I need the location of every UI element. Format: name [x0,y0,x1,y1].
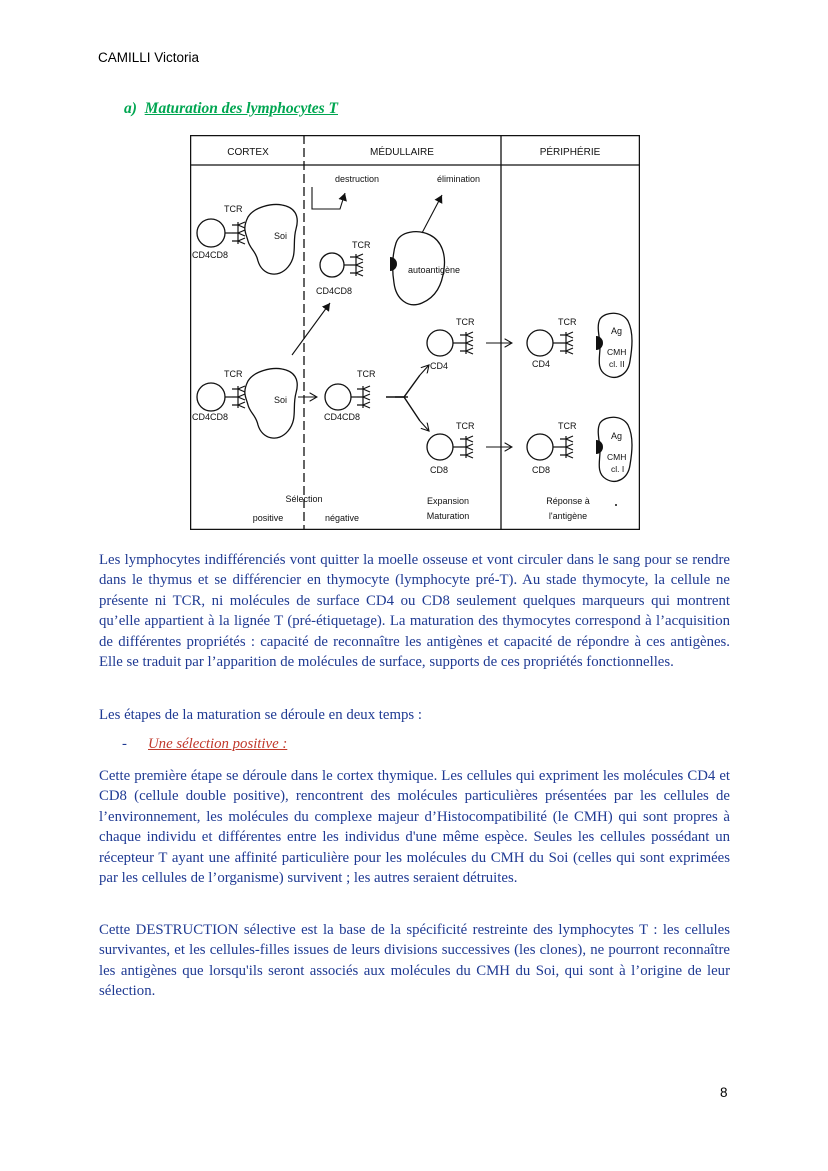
svg-text:CD8: CD8 [532,465,551,475]
svg-text:cl. I: cl. I [611,464,625,474]
svg-text:CD8: CD8 [430,465,449,475]
svg-text:CD4CD8: CD4CD8 [192,412,229,422]
svg-text:autoantigène: autoantigène [408,265,461,275]
svg-text:CD4CD8: CD4CD8 [316,286,353,296]
label-maturation: Maturation [426,511,470,521]
author-header: CAMILLI Victoria [98,50,200,65]
svg-text:TCR: TCR [224,369,243,379]
svg-text:CMH: CMH [607,452,627,462]
svg-text:CD4: CD4 [430,361,449,371]
medullary-cell-autoantigen [316,232,460,305]
svg-text:CD4: CD4 [532,359,551,369]
section-number: a) [124,100,137,117]
svg-text:TCR: TCR [558,421,577,431]
label-negative: négative [324,513,360,523]
cortex-cell-bottom [192,369,297,439]
bullet-label: Une sélection positive : [148,736,288,752]
svg-text:Soi: Soi [274,395,288,405]
periphery-cell-cd8 [527,417,632,481]
label-expansion: Expansion [426,496,470,506]
bullet-positive-selection [122,734,287,754]
medullary-cell-center [324,369,376,422]
svg-text:CMH: CMH [607,347,627,357]
label-antigene: l'antigène [548,511,588,521]
svg-text:Soi: Soi [274,231,288,241]
medullary-cell-cd4 [427,317,475,371]
svg-text:TCR: TCR [456,421,475,431]
svg-text:TCR: TCR [357,369,376,379]
label-reponse: Réponse à [546,496,590,506]
section-heading [124,100,338,118]
paragraph-destruction: Cette DESTRUCTION sélective est la base de la spécificité restreinte des lymphocytes T : les cellules survivantes, et les cellules-filles issues de leurs divisions successives (les clones), ne pourront reconnaître les antigènes que lorsqu'ils seront associés aux molécules du CMH du Soi, qui sont à l’origine de leur sélection. [99,922,730,1000]
label-positive: positive [252,513,284,523]
page-number: 8 [720,1085,728,1100]
paragraph-intro: Les lymphocytes indifférenciés vont quitter la moelle osseuse et vont circuler dans le sang pour se rendre dans le thymus et se différencier en thymocyte (lymphocyte pré-T). Au stade thymocyte, la cellule ne présente ni TCR, ni molécules de surface CD4 ou CD8 seulement quelques marqueurs qui montrent qu’elle appartient à la lignée T (pré-étiquetage). La maturation des thymocytes correspond à l’acquisition de différentes propriétés : capacité de reconnaître les antigènes et capacité de répondre à ces antigènes. Elle se traduit par l’apparition de molécules de surface, supports de ces propriétés fonctionnelles. [99,552,730,671]
svg-text:TCR: TCR [352,240,371,250]
svg-text:TCR: TCR [558,317,577,327]
label-elimination: élimination [437,174,481,184]
maturation-diagram [190,135,640,530]
svg-text:CD4CD8: CD4CD8 [324,412,361,422]
section-title: Maturation des lymphocytes T [144,100,338,117]
svg-text:TCR: TCR [456,317,475,327]
svg-text:Ag: Ag [611,326,623,336]
svg-text:CD4CD8: CD4CD8 [192,250,229,260]
paragraph-cortex: Cette première étape se déroule dans le cortex thymique. Les cellules qui expriment les molécules CD4 et CD8 (cellule double positive), rencontrent des molécules particulières présentées par les cellules de l’environnement, les molécules du complexe majeur d’Histocompatibilité (le CMH) qui sont propres à chaque individu et différentes entre les individus d'une même espèce. Seules les cellules possédant un récepteur T ayant une affinité particulière pour les molécules du CMH du Soi (celles qui sont exprimées par les cellules de l’organisme) survivent ; les autres seraient détruites. [99,768,730,887]
svg-text:TCR: TCR [224,204,243,214]
column-medullaire: MÉDULLAIRE [370,147,434,158]
bullet-dash: - [122,736,127,752]
paragraph-steps: Les étapes de la maturation se déroule en deux temps : [99,707,422,723]
svg-text:cl. II: cl. II [609,359,625,369]
column-cortex: CORTEX [227,147,269,158]
medullary-cell-cd8 [427,421,475,475]
periphery-cell-cd4 [527,313,632,377]
svg-text:Ag: Ag [611,431,623,441]
column-peripherie: PÉRIPHÉRIE [539,147,601,158]
cortex-cell-top [192,204,297,274]
label-destruction: destruction [335,174,380,184]
label-selection: Sélection [285,494,323,504]
